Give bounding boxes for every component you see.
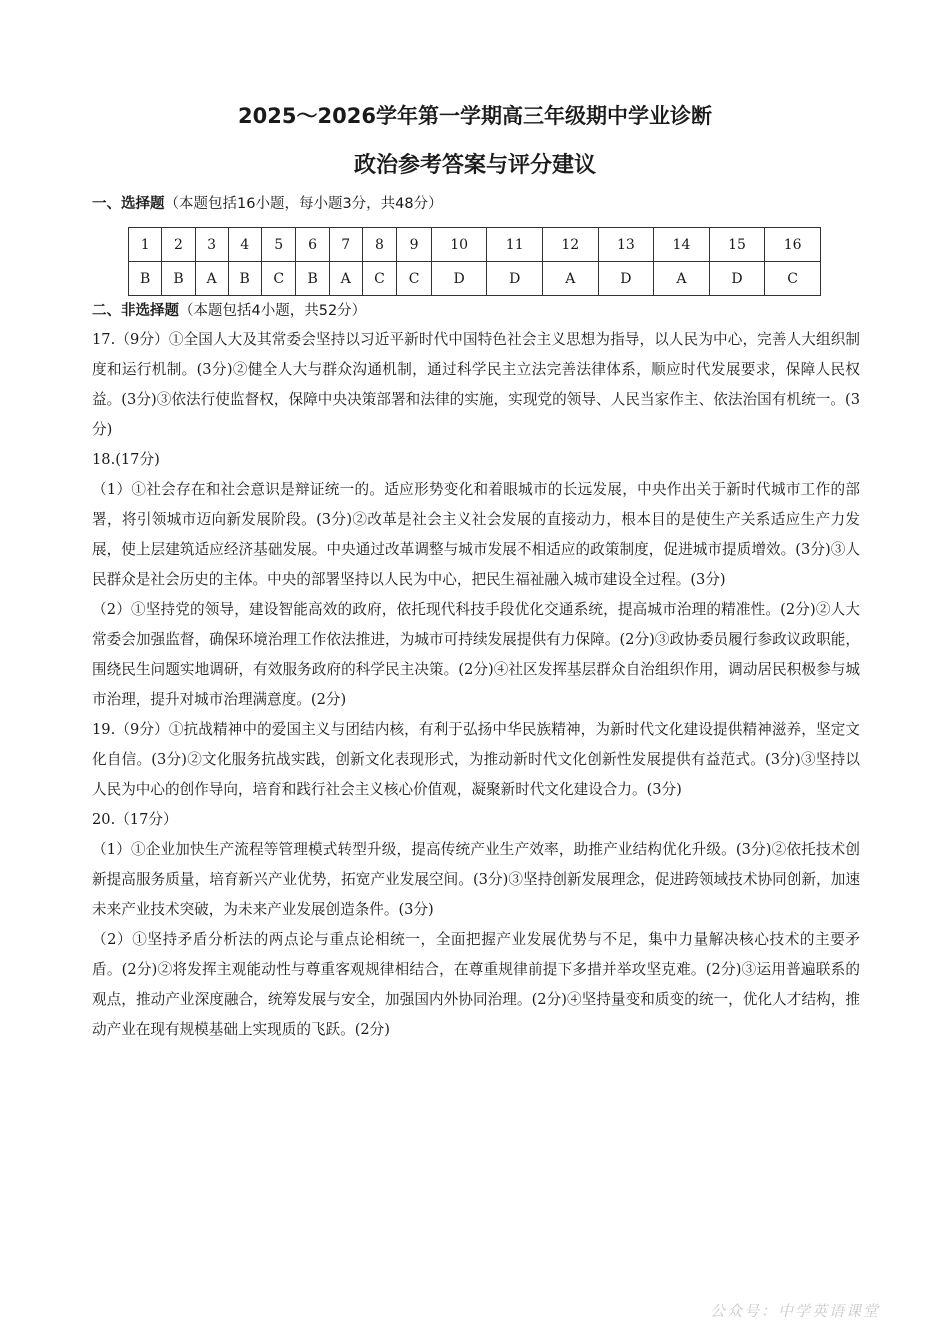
section-note: （本题包括16小题，每小题3分，共48分） xyxy=(164,196,443,212)
answer-paragraph: 17.（9分）①全国人大及其常委会坚持以习近平新时代中国特色社会主义思想为指导，以人民为中心，完善人大组织制度和运行机制。(3分)②健全人大与群众沟通机制，通过科学民主立法完善法律体系，顺应时代发展要求，保障人民权益。(3分)③依法行使监督权，保障中央决策部署和法律的实施，实现党的领导、人民当家作主、依法治国有机统一。(3分) xyxy=(92,331,860,438)
answer-cell: A xyxy=(543,262,599,296)
question-number-cell: 13 xyxy=(598,228,654,262)
answer-paragraph: （1）①社会存在和社会意识是辩证统一的。适应形势变化和着眼城市的长远发展，中央作出关于新时代城市工作的部署，将引领城市迈向新发展阶段。(3分)②改革是社会主义社会发展的直接动力，根本目的是使生产关系适应生产力发展，使上层建筑适应经济基础发展。中央通过改革调整与城市发展不相适应的政策制度，促进城市提质增效。(3分)③人民群众是社会历史的主体。中央的部署坚持以人民为中心，把民生福祉融入城市建设全过程。(3分) xyxy=(92,481,860,588)
answer-cell: A xyxy=(654,262,710,296)
question-number-cell: 16 xyxy=(765,228,821,262)
section-title: 一、选择题 xyxy=(92,196,165,212)
section-note: （本题包括4小题，共52分） xyxy=(179,303,367,319)
section-heading-open xyxy=(92,299,366,320)
answer-paragraph: 18.(17分) xyxy=(92,451,160,468)
question-number-cell: 1 xyxy=(129,228,162,262)
question-number-cell: 7 xyxy=(329,228,362,262)
answer-cell: B xyxy=(129,262,162,296)
answer-cell: C xyxy=(362,262,397,296)
page-subtitle: 政治参考答案与评分建议 xyxy=(353,153,596,178)
answer-paragraph: （1）①企业加快生产流程等管理模式转型升级，提高传统产业生产效率，助推产业结构优化升级。(3分)②依托技术创新提高服务质量，培育新兴产业优势，拓宽产业发展空间。(3分)③坚持创新发展理念，促进跨领域技术协同创新，加速未来产业技术突破，为未来产业发展创造条件。(3分) xyxy=(92,841,860,918)
answer-paragraph: （2）①坚持矛盾分析法的两点论与重点论相统一，全面把握产业发展优势与不足，集中力量解决核心技术的主要矛盾。(2分)②将发挥主观能动性与尊重客观规律相结合，在尊重规律前提下多措并举攻坚克难。(2分)③运用普遍联系的观点，推动产业深度融合，统筹发展与安全，加强国内外协同治理。(2分)④坚持量变和质变的统一，优化人才结构，推动产业在现有规模基础上实现质的飞跃。(2分) xyxy=(92,931,860,1038)
question-number-cell: 8 xyxy=(362,228,397,262)
answer-body xyxy=(92,325,860,1045)
answer-cell: C xyxy=(261,262,296,296)
answer-cell: C xyxy=(397,262,432,296)
question-number-cell: 3 xyxy=(195,228,228,262)
answer-cell: B xyxy=(296,262,329,296)
question-number-cell: 15 xyxy=(709,228,765,262)
answer-cell: D xyxy=(431,262,487,296)
question-number-cell: 2 xyxy=(162,228,195,262)
question-number-cell: 14 xyxy=(654,228,710,262)
section-title: 二、非选择题 xyxy=(92,303,179,319)
answer-cell: A xyxy=(329,262,362,296)
answer-paragraph: 19.（9分）①抗战精神中的爱国主义与团结内核，有利于弘扬中华民族精神，为新时代文化建设提供精神滋养，坚定文化自信。(3分)②文化服务抗战实践，创新文化表现形式，为推动新时代文化创新性发展提供有益范式。(3分)③坚持以人民为中心的创作导向，培育和践行社会主义核心价值观，凝聚新时代文化建设合力。(3分) xyxy=(92,721,860,798)
answer-cell: D xyxy=(709,262,765,296)
answer-cell: A xyxy=(195,262,228,296)
answer-paragraph: （2）①坚持党的领导，建设智能高效的政府，依托现代科技手段优化交通系统，提高城市治理的精准性。(2分)②人大常委会加强监督，确保环境治理工作依法推进，为城市可持续发展提供有力保障。(2分)③政协委员履行参政议政职能，围绕民生问题实地调研，有效服务政府的科学民主决策。(2分)④社区发挥基层群众自治组织作用，调动居民积极参与城市治理，提升对城市治理满意度。(2分) xyxy=(92,601,860,708)
answer-cell: B xyxy=(228,262,261,296)
question-number-cell: 11 xyxy=(487,228,543,262)
question-number-cell: 4 xyxy=(228,228,261,262)
answer-paragraph: 20.（17分） xyxy=(92,811,178,828)
section-heading-choice xyxy=(92,192,443,213)
answer-table xyxy=(128,227,821,296)
answer-cell: D xyxy=(598,262,654,296)
watermark: 公众号：中学英语课堂 xyxy=(710,1302,881,1320)
answer-row xyxy=(129,262,821,296)
question-number-cell: 5 xyxy=(261,228,296,262)
question-number-cell: 6 xyxy=(296,228,329,262)
question-number-cell: 10 xyxy=(431,228,487,262)
question-number-cell: 12 xyxy=(543,228,599,262)
answer-cell: D xyxy=(487,262,543,296)
question-number-cell: 9 xyxy=(397,228,432,262)
answer-cell: C xyxy=(765,262,821,296)
page-title: 2025～2026学年第一学期高三年级期中学业诊断 xyxy=(238,104,712,128)
question-number-row xyxy=(129,228,821,262)
answer-cell: B xyxy=(162,262,195,296)
